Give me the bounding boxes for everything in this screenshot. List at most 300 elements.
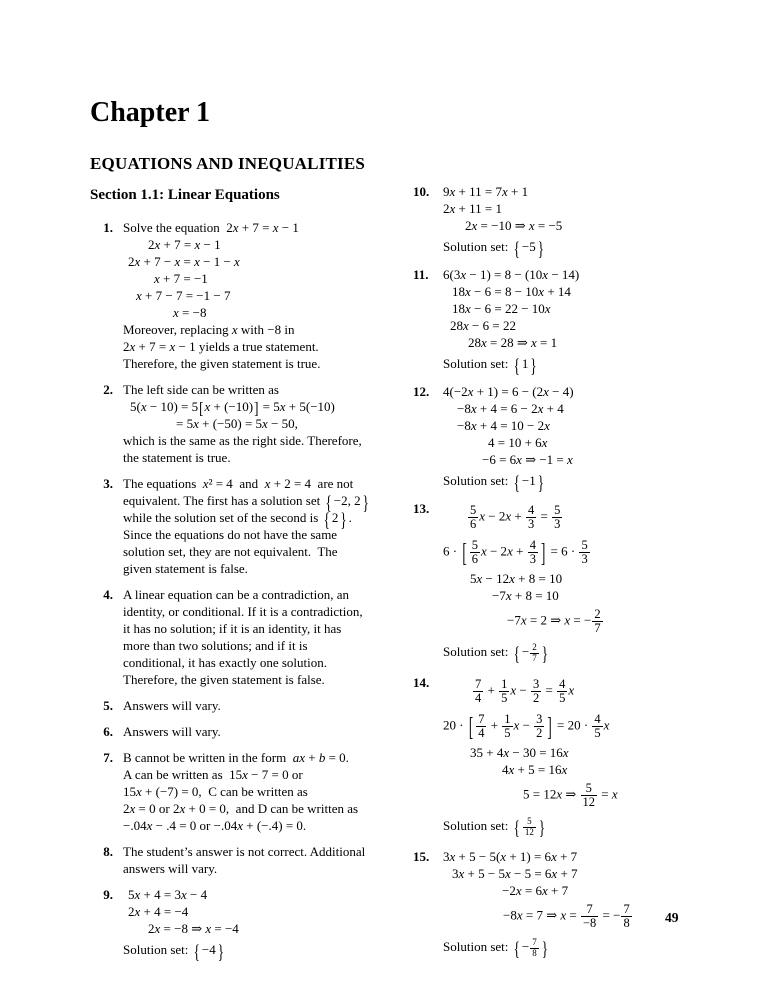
math-text: 5x − 12x + 8 = 10: [470, 571, 563, 586]
equation-line: [443, 200, 758, 217]
math-text: 6(3x − 1) = 8 − (10x − 14): [443, 267, 580, 282]
denominator: 3: [529, 552, 536, 566]
problem-12: [413, 383, 758, 494]
numerator: 7: [532, 937, 537, 948]
equation-line: [443, 266, 758, 283]
solution-line: [443, 639, 758, 665]
problem-7: [90, 749, 412, 834]
problem-11: [413, 266, 758, 377]
text-line: [123, 654, 412, 671]
math-text: 2x + 0 = 0,: [172, 801, 230, 816]
text: A linear equation can be a contradiction, an: [123, 587, 349, 602]
brace: {: [323, 507, 330, 531]
column-left: [90, 219, 412, 969]
problem-number: 9.: [103, 887, 113, 902]
text-line: [123, 381, 412, 398]
problem-body: [443, 266, 758, 377]
denominator: 7: [594, 621, 601, 635]
equation-line: [123, 415, 412, 432]
numerator: 7: [478, 712, 485, 727]
text: Answers will vary.: [123, 724, 221, 739]
math-text: =: [537, 508, 552, 524]
text: while the solution set of the second is: [123, 510, 322, 525]
numerator: 4: [559, 677, 566, 692]
text-line: [123, 321, 412, 338]
math-text: −1: [521, 473, 536, 488]
text-line: [123, 560, 412, 577]
numerator: 5: [470, 503, 477, 517]
solution-line: [443, 351, 758, 377]
equation-line: [123, 304, 412, 321]
numerator: 5: [581, 538, 588, 552]
text: or: [155, 801, 173, 816]
text: it has no solution; if it is an identity, it has: [123, 621, 342, 636]
text: which is the same as the right side. Therefore,: [123, 433, 362, 448]
problem-body: [123, 843, 412, 877]
problem-number: 14.: [413, 675, 430, 691]
text: Answers will vary.: [123, 698, 221, 713]
math-text: 2x + 11 = 1: [443, 201, 502, 216]
fraction: [592, 608, 602, 635]
solution-line: [443, 934, 758, 960]
math-text: +: [484, 682, 499, 698]
math-text: ax + b = 0: [292, 750, 346, 765]
equation-line: [443, 744, 758, 761]
text: A can be written as: [123, 767, 230, 782]
fraction: [528, 539, 538, 566]
brace: }: [541, 936, 548, 960]
math-text: 18x − 6 = 22 − 10x: [452, 301, 551, 316]
math-text: 2: [331, 510, 339, 525]
denominator: 2: [536, 726, 543, 741]
equation-line: [443, 283, 758, 300]
equation-line: [443, 570, 758, 587]
numerator: 5: [554, 503, 561, 517]
math-text: 3x + 5 − 5(x + 1) = 6x + 7: [443, 849, 578, 865]
text: or: [196, 818, 214, 833]
brace: {: [513, 236, 520, 260]
math-text: = −: [599, 907, 621, 923]
math-text: 1: [521, 356, 529, 371]
text-line: [123, 766, 412, 783]
problem-10: [413, 183, 758, 260]
denominator: 8: [532, 947, 537, 958]
text: and D can be written as: [229, 801, 359, 816]
problem-body: [123, 697, 412, 714]
numerator: 7: [586, 902, 593, 917]
denominator: 5: [501, 691, 508, 706]
math-text: 3x + 5 − 5x − 5 = 6x + 7: [452, 866, 578, 882]
math-text: x − 2x +: [479, 508, 525, 524]
solution-line: [123, 937, 412, 963]
text-line: [123, 817, 412, 834]
problem-3: [90, 475, 412, 577]
math-text: −8x + 4 = 10 − 2x: [457, 418, 550, 433]
math-text: = x: [598, 786, 618, 802]
brace: }: [537, 470, 544, 494]
text-line: [123, 671, 412, 688]
text-line: [123, 432, 412, 449]
numerator: 2: [594, 607, 601, 621]
numerator: 7: [623, 902, 630, 917]
text-line: [123, 783, 412, 800]
math-text: 20 ·: [443, 717, 467, 733]
equation-line: [123, 886, 412, 903]
math-text: −.04x − .4 = 0: [123, 818, 197, 833]
text: Solution set:: [443, 473, 512, 488]
math-text: = 20 ·: [553, 717, 592, 733]
equation-line: [443, 865, 758, 882]
math-text: 15x + (−7) = 0,: [123, 784, 202, 799]
equation-line: [443, 761, 758, 778]
brace: {: [513, 641, 520, 665]
math-text: 2x + 7 = x − 1: [148, 237, 221, 252]
page-number: 49: [665, 910, 679, 925]
numerator: 5: [471, 538, 478, 552]
bracket: ]: [547, 711, 552, 742]
fraction: [592, 713, 602, 740]
math-text: 15x − 7 = 0: [229, 767, 289, 782]
equation-line: [123, 903, 412, 920]
math-text: 5(x − 10) = 5: [130, 399, 199, 414]
equation-line: [443, 434, 758, 451]
numerator: 7: [475, 677, 482, 692]
text-line: [123, 697, 412, 714]
brace: {: [193, 939, 200, 963]
problem-number: 3.: [103, 476, 113, 491]
math-text: 28x = 28 ⇒ x = 1: [468, 335, 558, 350]
fraction: [468, 504, 478, 531]
fraction: [502, 713, 512, 740]
text-line: [123, 860, 412, 877]
text-line: [123, 355, 412, 372]
text: The student’s answer is not correct. Additional: [123, 844, 366, 859]
math-text: = 5x + (−50) = 5x − 50,: [176, 416, 298, 431]
denominator: 2: [532, 691, 540, 706]
math-text: x² = 4: [202, 476, 233, 491]
brace: {: [513, 936, 520, 960]
text: .: [348, 510, 352, 525]
text: Solution set:: [443, 356, 512, 371]
chapter-title: Chapter 1: [90, 97, 211, 128]
numerator: 2: [532, 642, 537, 653]
problem-number: 1.: [103, 220, 113, 235]
fraction: [579, 539, 589, 566]
brace: {: [513, 815, 520, 839]
equation-line: [443, 183, 758, 200]
text: more than two solutions; and if it is: [123, 638, 308, 653]
problem-body: [123, 586, 412, 688]
text-line: [123, 490, 412, 514]
text: Therefore, the given statement is false.: [123, 672, 325, 687]
fraction: [473, 678, 483, 705]
brace: {: [513, 353, 520, 377]
bracket: [: [199, 397, 204, 418]
math-text: −7x + 8 = 10: [492, 588, 559, 603]
denominator: 5: [504, 726, 511, 741]
denominator: 3: [528, 517, 535, 531]
denominator: 4: [475, 691, 482, 706]
fraction: [530, 643, 539, 663]
text-line: [123, 526, 412, 543]
math-text: 2x = −10 ⇒ x = −5: [465, 218, 563, 233]
math-text: 18x − 6 = 8 − 10x + 14: [452, 284, 571, 299]
problem-body: [123, 886, 412, 963]
text: identity, or conditional. If it is a contradiction,: [123, 604, 363, 619]
text: given statement is false.: [123, 561, 248, 576]
bracket: ]: [254, 397, 259, 418]
math-text: −8x = 7 ⇒ x =: [503, 907, 580, 923]
text: B cannot be written in the form: [123, 750, 293, 765]
text-line: [123, 723, 412, 740]
text-line: [123, 586, 412, 603]
page-header: [90, 95, 365, 204]
text: Therefore, the given statement is true.: [123, 356, 321, 371]
text-line: [123, 449, 412, 466]
problem-13: [413, 500, 758, 665]
math-text: x −: [513, 717, 534, 733]
text-line: [123, 543, 412, 560]
math-text: 2x + 7 = x − 1: [226, 220, 299, 235]
text: conditional, it has exactly one solution.: [123, 655, 327, 670]
problem-9: [90, 886, 412, 963]
math-text: 6 ·: [443, 543, 461, 559]
equation-line: [443, 217, 758, 234]
text: are not: [311, 476, 354, 491]
problem-body: [443, 848, 758, 960]
solution-line: [443, 468, 758, 494]
math-text: 2x + 7 = x − 1: [123, 339, 196, 354]
equation-line: [443, 535, 758, 570]
fraction: [621, 903, 631, 930]
numerator: 4: [594, 712, 601, 727]
numerator: 3: [536, 712, 543, 727]
math-text: = 6 ·: [547, 543, 579, 559]
equation-line: [443, 604, 758, 639]
column-right: [413, 183, 758, 969]
equation-line: [443, 400, 758, 417]
problem-5: [90, 697, 412, 714]
brace: }: [340, 507, 347, 531]
text: the statement is true.: [123, 450, 231, 465]
math-text: x: [568, 682, 575, 698]
text: .: [345, 750, 349, 765]
bracket: ]: [540, 537, 546, 568]
fraction: [499, 678, 509, 705]
equation-line: [443, 300, 758, 317]
problem-6: [90, 723, 412, 740]
math-text: 9x + 11 = 7x + 1: [443, 184, 529, 199]
text: Solution set:: [443, 818, 512, 834]
problem-number: 10.: [413, 184, 430, 199]
problem-number: 6.: [103, 724, 113, 739]
brace: }: [541, 641, 548, 665]
problem-number: 12.: [413, 384, 430, 399]
problem-number: 4.: [103, 587, 113, 602]
text: Solve the equation: [123, 220, 227, 235]
math-text: = 5x + 5(−10): [259, 399, 335, 414]
math-text: =: [542, 682, 557, 698]
math-text: 4 = 10 + 6x: [488, 435, 548, 450]
problem-8: [90, 843, 412, 877]
text: solution set, they are not equivalent. The: [123, 544, 338, 559]
text: Solution set:: [443, 939, 512, 955]
equation-line: [443, 709, 758, 744]
brace: {: [325, 490, 332, 514]
text-line: [123, 338, 412, 355]
denominator: 6: [471, 552, 478, 566]
bracket: [: [468, 711, 474, 742]
problem-body: [443, 674, 758, 839]
brace: {: [513, 470, 520, 494]
problem-number: 2.: [103, 382, 113, 397]
brace: }: [538, 815, 546, 839]
text: yields a true statement.: [195, 339, 319, 354]
math-text: x + 7 = −1: [154, 271, 208, 286]
math-text: −2, 2: [333, 493, 361, 508]
problem-15: [413, 848, 758, 960]
math-text: x + 7 − 7 = −1 − 7: [136, 288, 231, 303]
text-line: [123, 603, 412, 620]
problem-2: [90, 381, 412, 466]
fraction: [581, 782, 598, 809]
math-text: 4x + 5 = 16x: [502, 762, 568, 778]
equation-line: [123, 287, 412, 304]
denominator: 12: [524, 826, 534, 837]
text: Moreover, replacing: [123, 322, 232, 337]
math-text: 5x + 4 = 3x − 4: [128, 887, 208, 902]
problem-body: [443, 183, 758, 260]
numerator: 3: [532, 677, 540, 692]
text-line: [123, 800, 412, 817]
text: or: [288, 767, 303, 782]
equation-line: [443, 317, 758, 334]
problem-number: 8.: [103, 844, 113, 859]
math-text: x: [231, 322, 238, 337]
problem-body: [123, 219, 412, 372]
text-line: [123, 637, 412, 654]
problem-4: [90, 586, 412, 688]
problem-body: [123, 475, 412, 577]
equation-line: [443, 334, 758, 351]
chapter-subtitle: EQUATIONS AND INEQUALITIES: [90, 154, 366, 173]
math-text: 5 = 12x ⇒: [523, 786, 580, 802]
fraction: [552, 504, 562, 531]
math-text: −4: [201, 942, 216, 957]
text: with: [237, 322, 268, 337]
problem-body: [123, 381, 412, 466]
denominator: 3: [554, 517, 561, 531]
text: in: [281, 322, 295, 337]
equation-line: [123, 397, 412, 418]
fraction: [530, 938, 539, 958]
problem-body: [443, 500, 758, 665]
problem-number: 7.: [103, 750, 113, 765]
math-text: −6 = 6x ⇒ −1 = x: [482, 452, 573, 467]
text-line: [123, 219, 412, 236]
problem-number: 5.: [103, 698, 113, 713]
fraction: [526, 504, 536, 531]
text: answers will vary.: [123, 861, 218, 876]
fraction: [534, 713, 544, 740]
text: The left side can be written as: [123, 382, 279, 397]
fraction: [476, 713, 486, 740]
denominator: 5: [559, 691, 566, 706]
math-text: 2x + 4 = −4: [128, 904, 189, 919]
math-text: −: [521, 644, 530, 659]
numerator: 5: [527, 816, 532, 827]
text-line: [123, 475, 412, 492]
denominator: 6: [470, 517, 477, 531]
section-heading: Section 1.1: Linear Equations: [90, 187, 280, 203]
equation-line: [123, 920, 412, 937]
fraction: [557, 678, 567, 705]
text: Solution set:: [123, 942, 192, 957]
problem-number: 13.: [413, 501, 430, 516]
solution-line: [443, 813, 758, 839]
math-text: −: [521, 939, 530, 955]
brace: }: [362, 490, 369, 514]
numerator: 1: [504, 712, 511, 727]
bracket: [: [462, 537, 467, 568]
fraction: [581, 903, 598, 930]
math-text: x − 2x +: [480, 543, 527, 559]
math-text: 2x = 0: [123, 801, 156, 816]
math-text: 28x − 6 = 22: [450, 318, 516, 333]
text: C can be written as: [201, 784, 308, 799]
math-text: −7x = 2 ⇒ x = −: [507, 612, 592, 628]
brace: }: [217, 939, 224, 963]
text: equivalent. The first has a solution set: [123, 493, 324, 508]
math-text: x −: [510, 682, 530, 698]
equation-line: [123, 236, 412, 253]
math-text: 35 + 4x − 30 = 16x: [470, 745, 569, 761]
math-text: −2x = 6x + 7: [502, 883, 569, 899]
text-line: [123, 620, 412, 637]
math-text: 4(−2x + 1) = 6 − (2x − 4): [443, 384, 574, 399]
math-text: 2x = −8 ⇒ x = −4: [148, 921, 239, 936]
equation-line: [443, 587, 758, 604]
math-text: −.04x + (−.4) = 0.: [213, 818, 307, 833]
math-text: x + (−10): [204, 399, 254, 414]
math-text: −5: [521, 239, 536, 254]
denominator: 3: [581, 552, 588, 566]
brace: }: [530, 353, 537, 377]
math-text: +: [487, 717, 502, 733]
problem-body: [123, 749, 412, 834]
problem-body: [123, 723, 412, 740]
fraction: [470, 539, 480, 566]
equation-line: [443, 451, 758, 468]
text: and: [232, 476, 265, 491]
text: Solution set:: [443, 239, 512, 254]
brace: }: [537, 236, 544, 260]
text: Solution set:: [443, 644, 512, 659]
math-text: −8: [267, 322, 282, 337]
text-line: [123, 749, 412, 766]
numerator: 5: [585, 781, 592, 796]
equation-line: [123, 253, 412, 270]
equation-line: [443, 778, 758, 813]
fraction: [523, 817, 536, 837]
math-text: x = −8: [173, 305, 207, 320]
equation-line: [443, 899, 758, 934]
problem-number: 11.: [413, 267, 429, 282]
problem-body: [443, 383, 758, 494]
equation-line: [443, 882, 758, 899]
text: Since the equations do not have the same: [123, 527, 338, 542]
fraction: [531, 678, 541, 705]
